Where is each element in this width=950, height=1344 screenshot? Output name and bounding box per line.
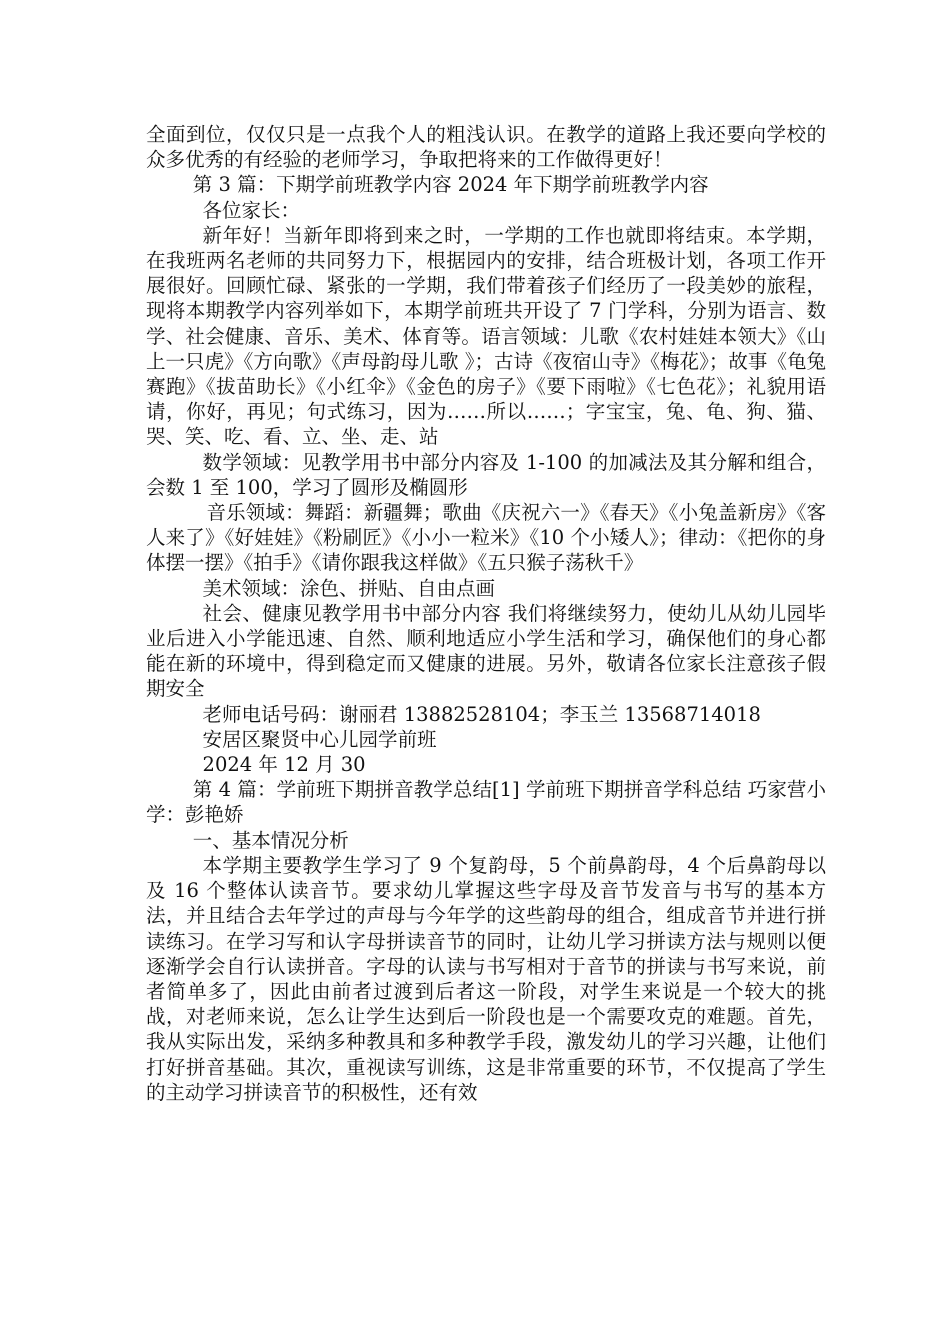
paragraph-basic-analysis: 本学期主要教学生学习了 9 个复韵母，5 个前鼻韵母，4 个后鼻韵母以及 16 个整体认读音节。要求幼儿掌握这些字母及音节发音与书写的基本方法，并且结合去年学过的声母与今年学的这些韵母的组合，组成音节并进行拼读练习。在学习写和认字母拼读音节的同时，让幼儿学习拼读方法与规则以便逐渐学会自行认读拼音。字母的认读与书写相对于音节的拼读与书写来说，前者简单多了，因此由前者过渡到后者这一阶段，对学生来说是一个较大的挑战，对老师来说，怎么让学生达到后一阶段也是一个需要攻克的难题。首先，我从实际出发，采纳多种教具和多种教学手段，激发幼儿的学习兴趣，让他们打好拼音基础。其次，重视读写训练，这是非常重要的环节，不仅提高了学生的主动学习拼读音节的积极性，还有效	[146, 853, 826, 1104]
paragraph-closing-remarks: 全面到位，仅仅只是一点我个人的粗浅认识。在教学的道路上我还要向学校的众多优秀的有经验的老师学习，争取把将来的工作做得更好！	[146, 123, 826, 172]
salutation: 各位家长：	[202, 198, 301, 222]
document-body	[146, 122, 826, 1105]
teacher-phone-numbers: 老师电话号码：谢丽君 13882528104；李玉兰 13568714018	[202, 702, 761, 726]
paragraph-art-domain: 美术领域：涂色、拼贴、自由点画	[202, 576, 496, 600]
paragraph-new-year-letter: 新年好！当新年即将到来之时，一学期的工作也就即将结束。本学期，在我班两名老师的共同努力下，根据园内的安排，结合班极计划，各项工作开展很好。回顾忙碌、紧张的一学期，我们带着孩子们经历了一段美妙的旅程，现将本期教学内容列举如下，本期学前班共开设了 7 门学科，分别为语言、数学、社会健康、音乐、美术、体育等。语言领域：儿歌《农村娃娃本领大》《山上一只虎》《方向歌》《声母韵母儿歌 》；古诗《夜宿山寺》《梅花》；故事《龟兔赛跑》《拔苗助长》《小红伞》《金色的房子》《要下雨啦》《七色花》；礼貌用语请，你好，再见；句式练习，因为……所以……；字宝宝，兔、龟、狗、猫、哭、笑、吃、看、立、坐、走、站	[146, 223, 826, 449]
subsection-heading: 一、基本情况分析	[192, 828, 349, 852]
letter-date: 2024 年 12 月 30	[202, 753, 366, 777]
school-signature: 安居区聚贤中心儿园学前班	[202, 727, 437, 751]
paragraph-social-health: 社会、健康见教学用书中部分内容 我们将继续努力，使幼儿从幼儿园毕业后进入小学能迅速、自然、顺利地适应小学生活和学习，确保他们的身心都能在新的环境中，得到稳定而又健康的进展。另外，敬请各位家长注意孩子假期安全	[146, 601, 826, 701]
section-heading-3: 第 3 篇：下期学前班教学内容 2024 年下期学前班教学内容	[192, 173, 709, 197]
paragraph-math-domain: 数学领域：见教学用书中部分内容及 1-100 的加减法及其分解和组合，会数 1 至 100，学习了圆形及椭圆形	[146, 450, 826, 499]
section-heading-4: 第 4 篇：学前班下期拼音教学总结[1] 学前班下期拼音学科总结 巧家营小学：彭艳娇	[146, 778, 826, 827]
paragraph-music-domain: 音乐领域：舞蹈：新疆舞；歌曲《庆祝六一》《春天》《小兔盖新房》《客人来了》《好娃娃》《粉刷匠》《小小一粒米》《10 个小矮人》；律动：《把你的身体摆一摆》《拍手》《请你跟我这样做》《五只猴子荡秋千》	[146, 501, 826, 575]
